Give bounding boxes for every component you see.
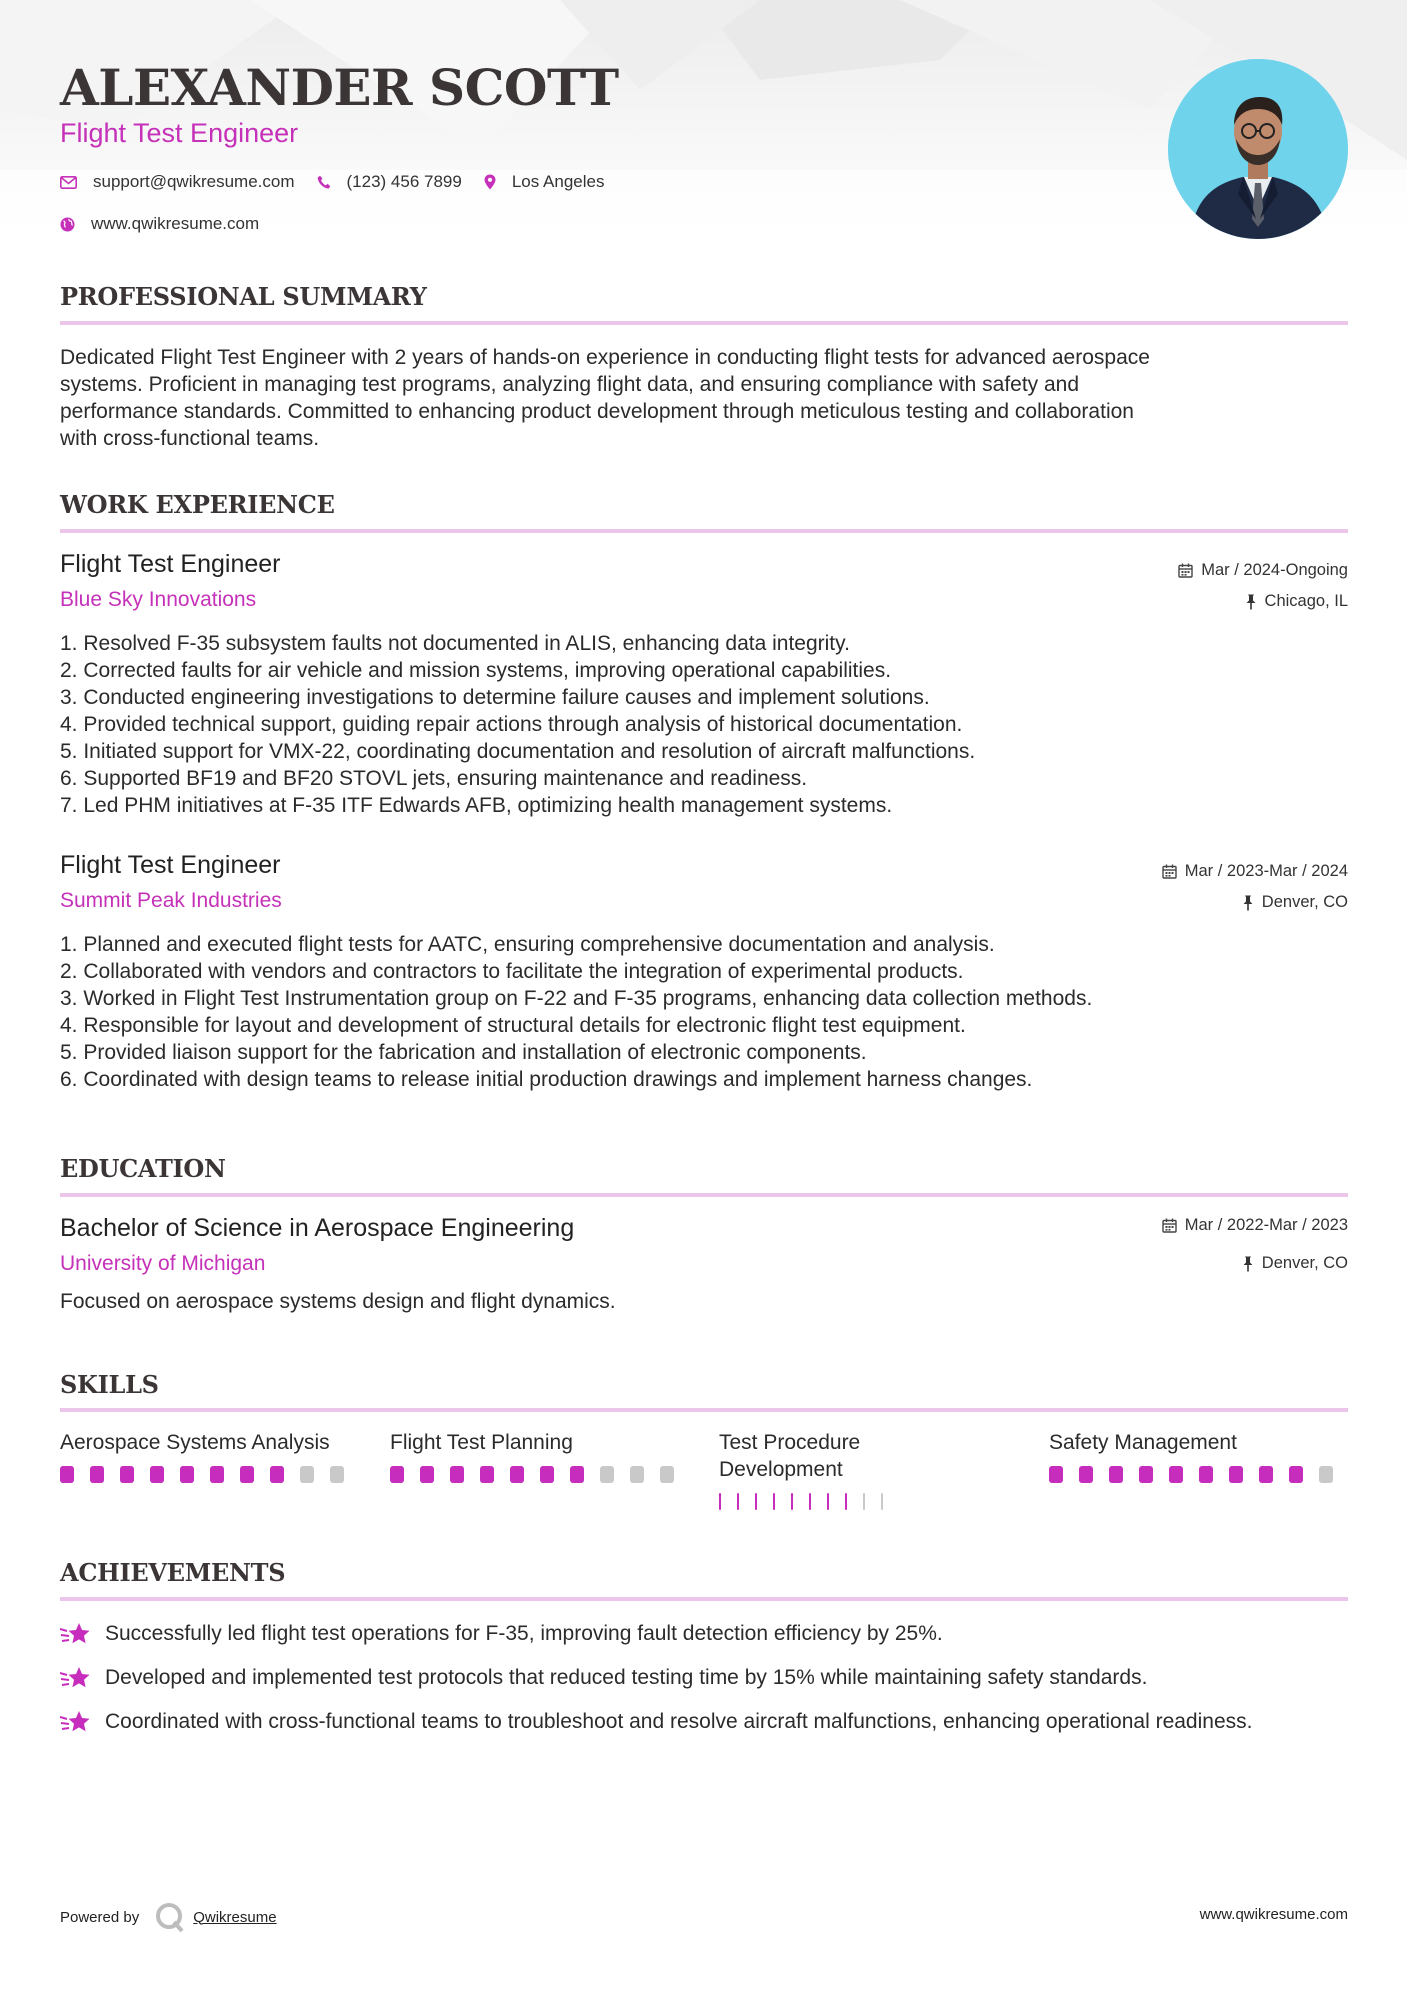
- contact-location: [484, 172, 605, 192]
- skill-name: Aerospace Systems Analysis: [60, 1431, 330, 1454]
- globe-icon: [60, 217, 75, 232]
- email-text: support@qwikresume.com: [93, 172, 295, 191]
- shooting-star-icon: [60, 1708, 92, 1736]
- achievement-item: [60, 1664, 1348, 1692]
- skill-dot-filled: [90, 1466, 104, 1483]
- skill-dot-empty: [330, 1466, 344, 1483]
- skill-dot-filled: [390, 1466, 404, 1483]
- skill-dot-filled: [1049, 1466, 1063, 1483]
- job-location: [1245, 592, 1348, 611]
- calendar-icon: [1162, 864, 1177, 879]
- skill-dot-filled: [1199, 1466, 1213, 1483]
- section-divider: [60, 321, 1348, 325]
- contact-row: [60, 172, 626, 192]
- skill-rating: [1049, 1466, 1349, 1483]
- school-name: University of Michigan: [60, 1252, 266, 1275]
- skill-dot-filled: [180, 1466, 194, 1483]
- skill-dot-filled: [270, 1466, 284, 1483]
- footer-powered-by: [60, 1900, 277, 1934]
- list-item: 6. Coordinated with design teams to release initial production drawings and implement harness changes.: [60, 1068, 1033, 1091]
- phone-text: (123) 456 7899: [346, 172, 462, 191]
- job-dates-text: Mar / 2023-Mar / 2024: [1184, 862, 1348, 880]
- skill-name: Safety Management: [1049, 1431, 1237, 1454]
- profile-photo: [1168, 59, 1348, 239]
- envelope-icon: [60, 176, 77, 189]
- section-divider: [60, 529, 1348, 533]
- section-title-summary: PROFESSIONAL SUMMARY: [60, 282, 427, 311]
- skill-dot-empty: [300, 1466, 314, 1483]
- section-divider: [60, 1408, 1348, 1412]
- education-dates-text: Mar / 2022-Mar / 2023: [1184, 1216, 1348, 1234]
- job-company: Blue Sky Innovations: [60, 588, 257, 611]
- skill-rating: [390, 1466, 690, 1483]
- skill-dot-empty: [600, 1466, 614, 1483]
- skill-dot-filled: [845, 1493, 847, 1510]
- summary-line: Dedicated Flight Test Engineer with 2 years of hands-on experience in conducting flight tests for advanced aerospace: [60, 346, 1150, 369]
- contact-phone[interactable]: [317, 172, 462, 192]
- job-location-text: Denver, CO: [1261, 893, 1348, 911]
- skill-dot-filled: [1139, 1466, 1153, 1483]
- qwikresume-link[interactable]: Qwikresume: [193, 1908, 277, 1926]
- skill-dot-empty: [660, 1466, 674, 1483]
- skill-dot-filled: [755, 1493, 757, 1510]
- skill-dot-filled: [827, 1493, 829, 1510]
- skill-dot-filled: [450, 1466, 464, 1483]
- section-divider: [60, 1193, 1348, 1197]
- job-dates: [1178, 561, 1348, 580]
- job-location: [1242, 893, 1348, 912]
- list-item: 4. Responsible for layout and development of structural details for electronic flight test equipment.: [60, 1014, 966, 1037]
- job-title: Flight Test Engineer: [60, 851, 281, 879]
- skill-dot-filled: [809, 1493, 811, 1510]
- education-dates: [1162, 1216, 1348, 1235]
- footer-website[interactable]: www.qwikresume.com: [1199, 1906, 1348, 1923]
- list-item: 3. Conducted engineering investigations to determine failure causes and implement solutions.: [60, 686, 930, 709]
- section-title-achievements: ACHIEVEMENTS: [60, 1558, 286, 1587]
- calendar-icon: [1162, 1218, 1177, 1233]
- skill-dot-filled: [719, 1493, 721, 1510]
- map-pin-icon: [484, 174, 496, 190]
- skill-dot-filled: [1229, 1466, 1243, 1483]
- skill-name: Test Procedure Development: [719, 1431, 861, 1481]
- candidate-role: Flight Test Engineer: [60, 118, 299, 148]
- skill-dot-filled: [510, 1466, 524, 1483]
- skill-name: Flight Test Planning: [390, 1431, 573, 1454]
- skill-item: [1049, 1429, 1349, 1483]
- summary-line: with cross-functional teams.: [60, 427, 320, 450]
- job-title: Flight Test Engineer: [60, 550, 281, 578]
- shooting-star-icon: [60, 1620, 92, 1648]
- skill-dot-filled: [120, 1466, 134, 1483]
- job-responsibilities: [60, 630, 1348, 819]
- phone-icon: [317, 175, 331, 190]
- list-item: 4. Provided technical support, guiding repair actions through analysis of historical documentation.: [60, 713, 963, 736]
- summary-line: systems. Proficient in managing test programs, analyzing flight data, and ensuring compliance with safety and: [60, 373, 1080, 396]
- skill-dot-filled: [1259, 1466, 1273, 1483]
- contact-email[interactable]: [60, 172, 295, 192]
- achievement-text: Developed and implemented test protocols that reduced testing time by 15% while maintaining safety standards.: [105, 1666, 1148, 1689]
- skill-dot-filled: [240, 1466, 254, 1483]
- location-text: Los Angeles: [511, 172, 605, 191]
- skill-dot-filled: [210, 1466, 224, 1483]
- achievement-item: [60, 1708, 1348, 1736]
- skill-item: [390, 1429, 690, 1483]
- achievement-text: Successfully led flight test operations for F-35, improving fault detection efficiency by 25%.: [105, 1622, 943, 1645]
- section-title-skills: SKILLS: [60, 1370, 159, 1399]
- skill-dot-filled: [1289, 1466, 1303, 1483]
- list-item: 5. Provided liaison support for the fabrication and installation of electronic components.: [60, 1041, 867, 1064]
- education-location: [1242, 1254, 1348, 1273]
- job-location-text: Chicago, IL: [1264, 592, 1348, 610]
- skill-dot-empty: [1319, 1466, 1333, 1483]
- powered-by-label: Powered by: [60, 1908, 140, 1926]
- skill-dot-filled: [540, 1466, 554, 1483]
- skill-dot-filled: [60, 1466, 74, 1483]
- job-responsibilities: [60, 931, 1348, 1093]
- list-item: 7. Led PHM initiatives at F-35 ITF Edwards AFB, optimizing health management systems.: [60, 794, 893, 817]
- contact-row-web: [60, 214, 281, 234]
- skill-dot-filled: [1169, 1466, 1183, 1483]
- website-text: www.qwikresume.com: [91, 214, 260, 233]
- degree-title: Bachelor of Science in Aerospace Engineering: [60, 1214, 575, 1242]
- pushpin-icon: [1242, 1256, 1254, 1272]
- achievement-text: Coordinated with cross-functional teams to troubleshoot and resolve aircraft malfunctions, enhancing operational readiness.: [105, 1710, 1253, 1733]
- skill-item: [60, 1429, 360, 1483]
- job-company: Summit Peak Industries: [60, 889, 282, 912]
- contact-website[interactable]: [60, 214, 259, 234]
- skill-dot-filled: [480, 1466, 494, 1483]
- skill-item: [719, 1429, 899, 1510]
- shooting-star-icon: [60, 1664, 92, 1692]
- skill-rating: [60, 1466, 360, 1483]
- list-item: 3. Worked in Flight Test Instrumentation group on F-22 and F-35 programs, enhancing data collection methods.: [60, 987, 1093, 1010]
- skill-dot-empty: [630, 1466, 644, 1483]
- list-item: 6. Supported BF19 and BF20 STOVL jets, ensuring maintenance and readiness.: [60, 767, 808, 790]
- education-location-text: Denver, CO: [1261, 1254, 1348, 1272]
- skill-dot-filled: [420, 1466, 434, 1483]
- skill-dot-empty: [881, 1493, 883, 1510]
- section-divider: [60, 1597, 1348, 1601]
- skill-dot-empty: [863, 1493, 865, 1510]
- skill-dot-filled: [791, 1493, 793, 1510]
- list-item: 5. Initiated support for VMX-22, coordinating documentation and resolution of aircraft malfunctions.: [60, 740, 976, 763]
- skill-dot-filled: [773, 1493, 775, 1510]
- achievement-item: [60, 1620, 1348, 1648]
- calendar-icon: [1178, 563, 1193, 578]
- summary-paragraph: [60, 344, 1348, 452]
- list-item: 1. Resolved F-35 subsystem faults not documented in ALIS, enhancing data integrity.: [60, 632, 850, 655]
- list-item: 1. Planned and executed flight tests for AATC, ensuring comprehensive documentation and analysis.: [60, 933, 995, 956]
- skill-dot-filled: [570, 1466, 584, 1483]
- pushpin-icon: [1245, 594, 1257, 610]
- job-dates-text: Mar / 2024-Ongoing: [1201, 561, 1348, 579]
- education-description: Focused on aerospace systems design and flight dynamics.: [60, 1290, 616, 1313]
- list-item: 2. Collaborated with vendors and contractors to facilitate the integration of experimental products.: [60, 960, 964, 983]
- skill-dot-filled: [150, 1466, 164, 1483]
- section-title-experience: WORK EXPERIENCE: [60, 490, 335, 519]
- skill-dot-filled: [1109, 1466, 1123, 1483]
- qwikresume-logo-icon: [153, 1900, 187, 1934]
- list-item: 2. Corrected faults for air vehicle and mission systems, improving operational capabilities.: [60, 659, 892, 682]
- person-avatar-icon: [1168, 59, 1348, 239]
- pushpin-icon: [1242, 895, 1254, 911]
- candidate-name: ALEXANDER SCOTT: [60, 58, 619, 117]
- skill-rating: [719, 1493, 899, 1510]
- summary-line: performance standards. Committed to enhancing product development through meticulous testing and collaboration: [60, 400, 1134, 423]
- job-dates: [1162, 862, 1348, 881]
- section-title-education: EDUCATION: [60, 1154, 226, 1183]
- skill-dot-filled: [1079, 1466, 1093, 1483]
- skill-dot-filled: [737, 1493, 739, 1510]
